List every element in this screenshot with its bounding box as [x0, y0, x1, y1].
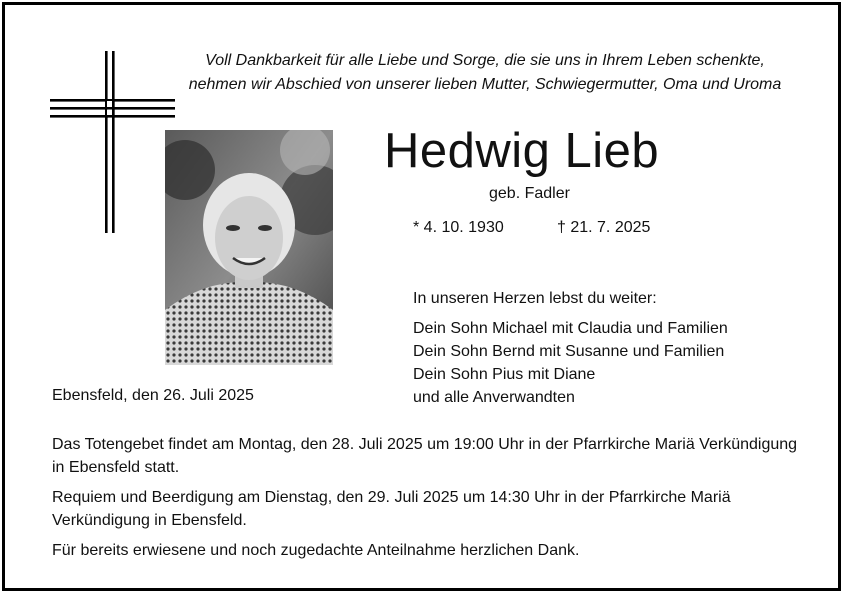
obituary-card — [2, 2, 841, 591]
mourner-line: Dein Sohn Michael mit Claudia und Familien — [413, 320, 728, 337]
intro-text — [155, 49, 815, 97]
mourner-line: Dein Sohn Bernd mit Susanne und Familien — [413, 343, 725, 360]
notice-funeral: Requiem und Beerdigung am Dienstag, den 29. Juli 2025 um 14:30 Uhr in der Pfarrkirche Mariä Verkündigung in Ebensfeld. — [52, 489, 731, 529]
notice-thanks: Für bereits erwiesene und noch zugedachte Anteilnahme herzlichen Dank. — [52, 542, 580, 559]
intro-line: nehmen wir Abschied von unserer lieben Mutter, Schwiegermutter, Oma und Uroma — [188, 76, 782, 93]
death-date: † 21. 7. 2025 — [557, 219, 651, 236]
maiden-name: geb. Fadler — [489, 185, 570, 202]
intro-line: Voll Dankbarkeit für alle Liebe und Sorge, die sie uns in Ihrem Leben schenkte, — [205, 52, 765, 69]
mourner-line: und alle Anverwandten — [413, 389, 575, 406]
notice-prayer: Das Totengebet findet am Montag, den 28. Juli 2025 um 19:00 Uhr in der Pfarrkirche Mariä Verkündigung in Ebensfeld statt. — [52, 436, 798, 476]
place-date: Ebensfeld, den 26. Juli 2025 — [52, 387, 254, 404]
mourner-line: Dein Sohn Pius mit Diane — [413, 366, 596, 383]
mourners-list — [413, 317, 728, 409]
birth-date: * 4. 10. 1930 — [413, 219, 504, 236]
deceased-name: Hedwig Lieb — [384, 124, 660, 178]
mourners-intro: In unseren Herzen lebst du weiter: — [413, 290, 657, 307]
portrait-photo — [165, 130, 333, 365]
notices — [52, 433, 812, 569]
